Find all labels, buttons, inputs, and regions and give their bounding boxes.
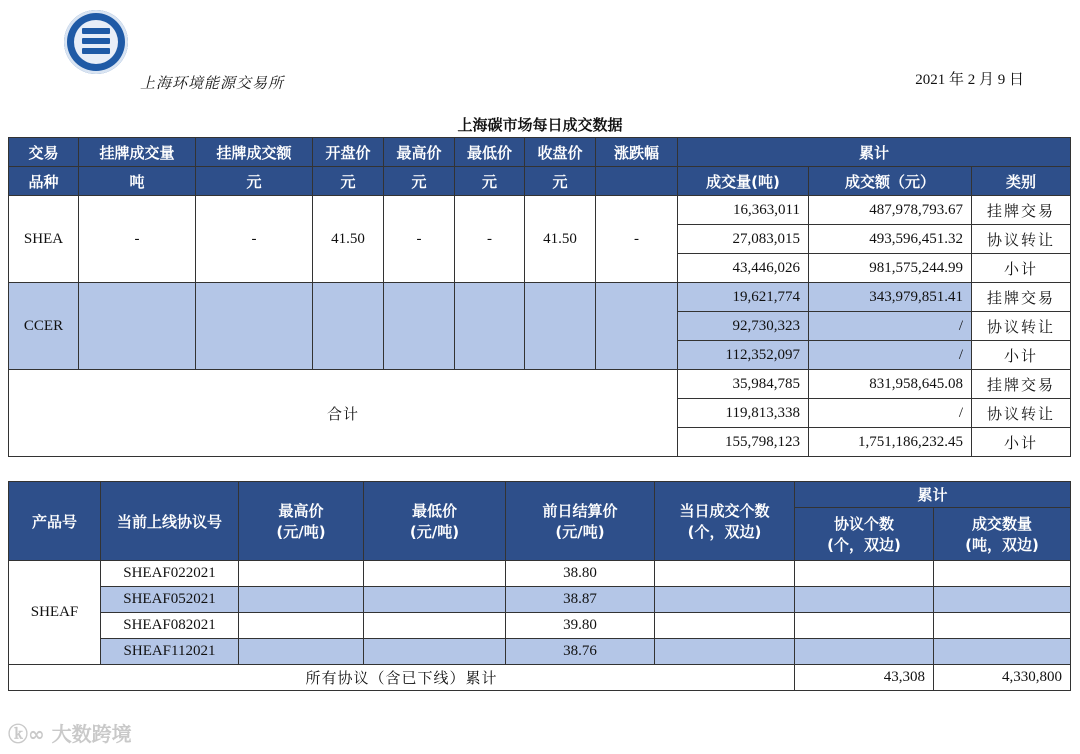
cum-volume: 119,813,338 bbox=[678, 399, 809, 428]
header-high bbox=[239, 482, 364, 561]
header-contract: 当前上线协议号 bbox=[101, 482, 239, 561]
contract-id: SHEAF082021 bbox=[101, 613, 239, 639]
cum-amount: / bbox=[809, 312, 972, 341]
header-settle bbox=[506, 482, 655, 561]
low-price bbox=[364, 613, 506, 639]
unit-listed-amount: 元 bbox=[196, 167, 313, 196]
header-high-label: 最高价 bbox=[278, 502, 324, 520]
header-low bbox=[364, 482, 506, 561]
cum-qty bbox=[934, 561, 1071, 587]
header-day-count bbox=[655, 482, 795, 561]
footer-cum-count: 43,308 bbox=[795, 665, 934, 691]
high-price: - bbox=[384, 196, 455, 283]
unit-low: 元 bbox=[455, 167, 525, 196]
watermark-text: 大数跨境 bbox=[51, 722, 132, 746]
close-price bbox=[525, 283, 596, 370]
header-cum-qty bbox=[934, 508, 1071, 561]
header-open: 开盘价 bbox=[313, 138, 384, 167]
org-name: 上海环境能源交易所 bbox=[140, 74, 285, 92]
cum-amount: 343,979,851.41 bbox=[809, 283, 972, 312]
header-settle-unit: (元/吨) bbox=[555, 523, 605, 541]
footer-label: 所有协议（含已下线）累计 bbox=[9, 665, 795, 691]
cum-volume: 16,363,011 bbox=[678, 196, 809, 225]
exchange-logo-icon bbox=[64, 10, 128, 74]
unit-high: 元 bbox=[384, 167, 455, 196]
header-cum-count-label: 协议个数 bbox=[833, 515, 894, 533]
listed-volume: - bbox=[79, 196, 196, 283]
cum-amount: / bbox=[809, 341, 972, 370]
cum-volume: 35,984,785 bbox=[678, 370, 809, 399]
cum-type: 挂牌交易 bbox=[972, 196, 1071, 225]
cum-type: 挂牌交易 bbox=[972, 283, 1071, 312]
cum-amount: 831,958,645.08 bbox=[809, 370, 972, 399]
header-cum-qty-unit: (吨，双边) bbox=[965, 536, 1039, 554]
cum-type: 协议转让 bbox=[972, 312, 1071, 341]
header-cum-count-unit: (个，双边) bbox=[827, 536, 901, 554]
cum-type: 小计 bbox=[972, 428, 1071, 457]
report-date: 2021 年 2 月 9 日 bbox=[915, 72, 1024, 88]
low-price bbox=[455, 283, 525, 370]
header-product: 交易 bbox=[9, 138, 79, 167]
low-price bbox=[364, 587, 506, 613]
cum-type: 小计 bbox=[972, 341, 1071, 370]
header-day-count-unit: (个，双边) bbox=[687, 523, 762, 541]
header-cum-count bbox=[795, 508, 934, 561]
cum-type: 协议转让 bbox=[972, 399, 1071, 428]
header-cum-amount: 成交额（元） bbox=[809, 167, 972, 196]
table-header-row bbox=[9, 138, 1071, 167]
header-cum-type: 类别 bbox=[972, 167, 1071, 196]
cum-volume: 19,621,774 bbox=[678, 283, 809, 312]
listed-amount bbox=[196, 283, 313, 370]
header-settle-label: 前日结算价 bbox=[542, 502, 618, 520]
unit-close: 元 bbox=[525, 167, 596, 196]
table-header-row bbox=[9, 167, 1071, 196]
header-close: 收盘价 bbox=[525, 138, 596, 167]
page-title: 上海碳市场每日成交数据 bbox=[457, 116, 623, 134]
header-product-2: 品种 bbox=[9, 167, 79, 196]
cum-qty bbox=[934, 613, 1071, 639]
cum-count bbox=[795, 587, 934, 613]
header-high-unit: (元/吨) bbox=[276, 523, 326, 541]
total-label: 合计 bbox=[9, 370, 678, 457]
listed-amount: - bbox=[196, 196, 313, 283]
high-price bbox=[384, 283, 455, 370]
cum-amount: / bbox=[809, 399, 972, 428]
open-price bbox=[313, 283, 384, 370]
cum-amount: 487,978,793.67 bbox=[809, 196, 972, 225]
header-cumulative: 累计 bbox=[795, 482, 1071, 508]
table-row bbox=[9, 370, 1071, 399]
high-price bbox=[239, 613, 364, 639]
cum-volume: 92,730,323 bbox=[678, 312, 809, 341]
product-name: CCER bbox=[9, 283, 79, 370]
low-price: - bbox=[455, 196, 525, 283]
header-low-label: 最低价 bbox=[411, 502, 457, 520]
logo bbox=[60, 8, 285, 98]
cum-type: 小计 bbox=[972, 254, 1071, 283]
cum-type: 挂牌交易 bbox=[972, 370, 1071, 399]
high-price bbox=[239, 587, 364, 613]
table-row bbox=[9, 639, 1071, 665]
open-price: 41.50 bbox=[313, 196, 384, 283]
day-count bbox=[655, 639, 795, 665]
day-count bbox=[655, 587, 795, 613]
contract-id: SHEAF022021 bbox=[101, 561, 239, 587]
watermark bbox=[8, 718, 132, 747]
settle-price: 38.80 bbox=[506, 561, 655, 587]
table-row bbox=[9, 561, 1071, 587]
cum-volume: 155,798,123 bbox=[678, 428, 809, 457]
cum-count bbox=[795, 561, 934, 587]
header-day-count-label: 当日成交个数 bbox=[679, 502, 770, 520]
unit-open: 元 bbox=[313, 167, 384, 196]
cum-amount: 1,751,186,232.45 bbox=[809, 428, 972, 457]
table-row bbox=[9, 613, 1071, 639]
table-row bbox=[9, 196, 1071, 225]
low-price bbox=[364, 639, 506, 665]
unit-listed-volume: 吨 bbox=[79, 167, 196, 196]
header-change: 涨跌幅 bbox=[596, 138, 678, 167]
header-low-unit: (元/吨) bbox=[409, 523, 460, 541]
futures-contract-table bbox=[8, 481, 1071, 691]
high-price bbox=[239, 561, 364, 587]
table-footer-row bbox=[9, 665, 1071, 691]
watermark-logo-icon: ⓚ∞ bbox=[8, 722, 45, 746]
cum-qty bbox=[934, 639, 1071, 665]
settle-price: 38.87 bbox=[506, 587, 655, 613]
header-cumulative: 累计 bbox=[678, 138, 1071, 167]
table-header-row bbox=[9, 482, 1071, 508]
change-pct: - bbox=[596, 196, 678, 283]
listed-volume bbox=[79, 283, 196, 370]
spot-trading-table bbox=[8, 137, 1071, 457]
contract-id: SHEAF052021 bbox=[101, 587, 239, 613]
unit-change bbox=[596, 167, 678, 196]
cum-volume: 43,446,026 bbox=[678, 254, 809, 283]
cum-qty bbox=[934, 587, 1071, 613]
cum-count bbox=[795, 613, 934, 639]
header-listed-amount: 挂牌成交额 bbox=[196, 138, 313, 167]
close-price: 41.50 bbox=[525, 196, 596, 283]
change-pct bbox=[596, 283, 678, 370]
cum-type: 协议转让 bbox=[972, 225, 1071, 254]
header-product-no: 产品号 bbox=[9, 482, 101, 561]
header-listed-volume: 挂牌成交量 bbox=[79, 138, 196, 167]
low-price bbox=[364, 561, 506, 587]
cum-volume: 112,352,097 bbox=[678, 341, 809, 370]
settle-price: 38.76 bbox=[506, 639, 655, 665]
cum-amount: 981,575,244.99 bbox=[809, 254, 972, 283]
settle-price: 39.80 bbox=[506, 613, 655, 639]
table-row bbox=[9, 283, 1071, 312]
header-cum-volume: 成交量(吨) bbox=[678, 167, 809, 196]
contract-id: SHEAF112021 bbox=[101, 639, 239, 665]
cum-volume: 27,083,015 bbox=[678, 225, 809, 254]
day-count bbox=[655, 561, 795, 587]
product-no: SHEAF bbox=[9, 561, 101, 665]
product-name: SHEA bbox=[9, 196, 79, 283]
footer-cum-qty: 4,330,800 bbox=[934, 665, 1071, 691]
header-low: 最低价 bbox=[455, 138, 525, 167]
day-count bbox=[655, 613, 795, 639]
cum-count bbox=[795, 639, 934, 665]
header-high: 最高价 bbox=[384, 138, 455, 167]
table-row bbox=[9, 587, 1071, 613]
high-price bbox=[239, 639, 364, 665]
header-cum-qty-label: 成交数量 bbox=[972, 515, 1033, 533]
cum-amount: 493,596,451.32 bbox=[809, 225, 972, 254]
